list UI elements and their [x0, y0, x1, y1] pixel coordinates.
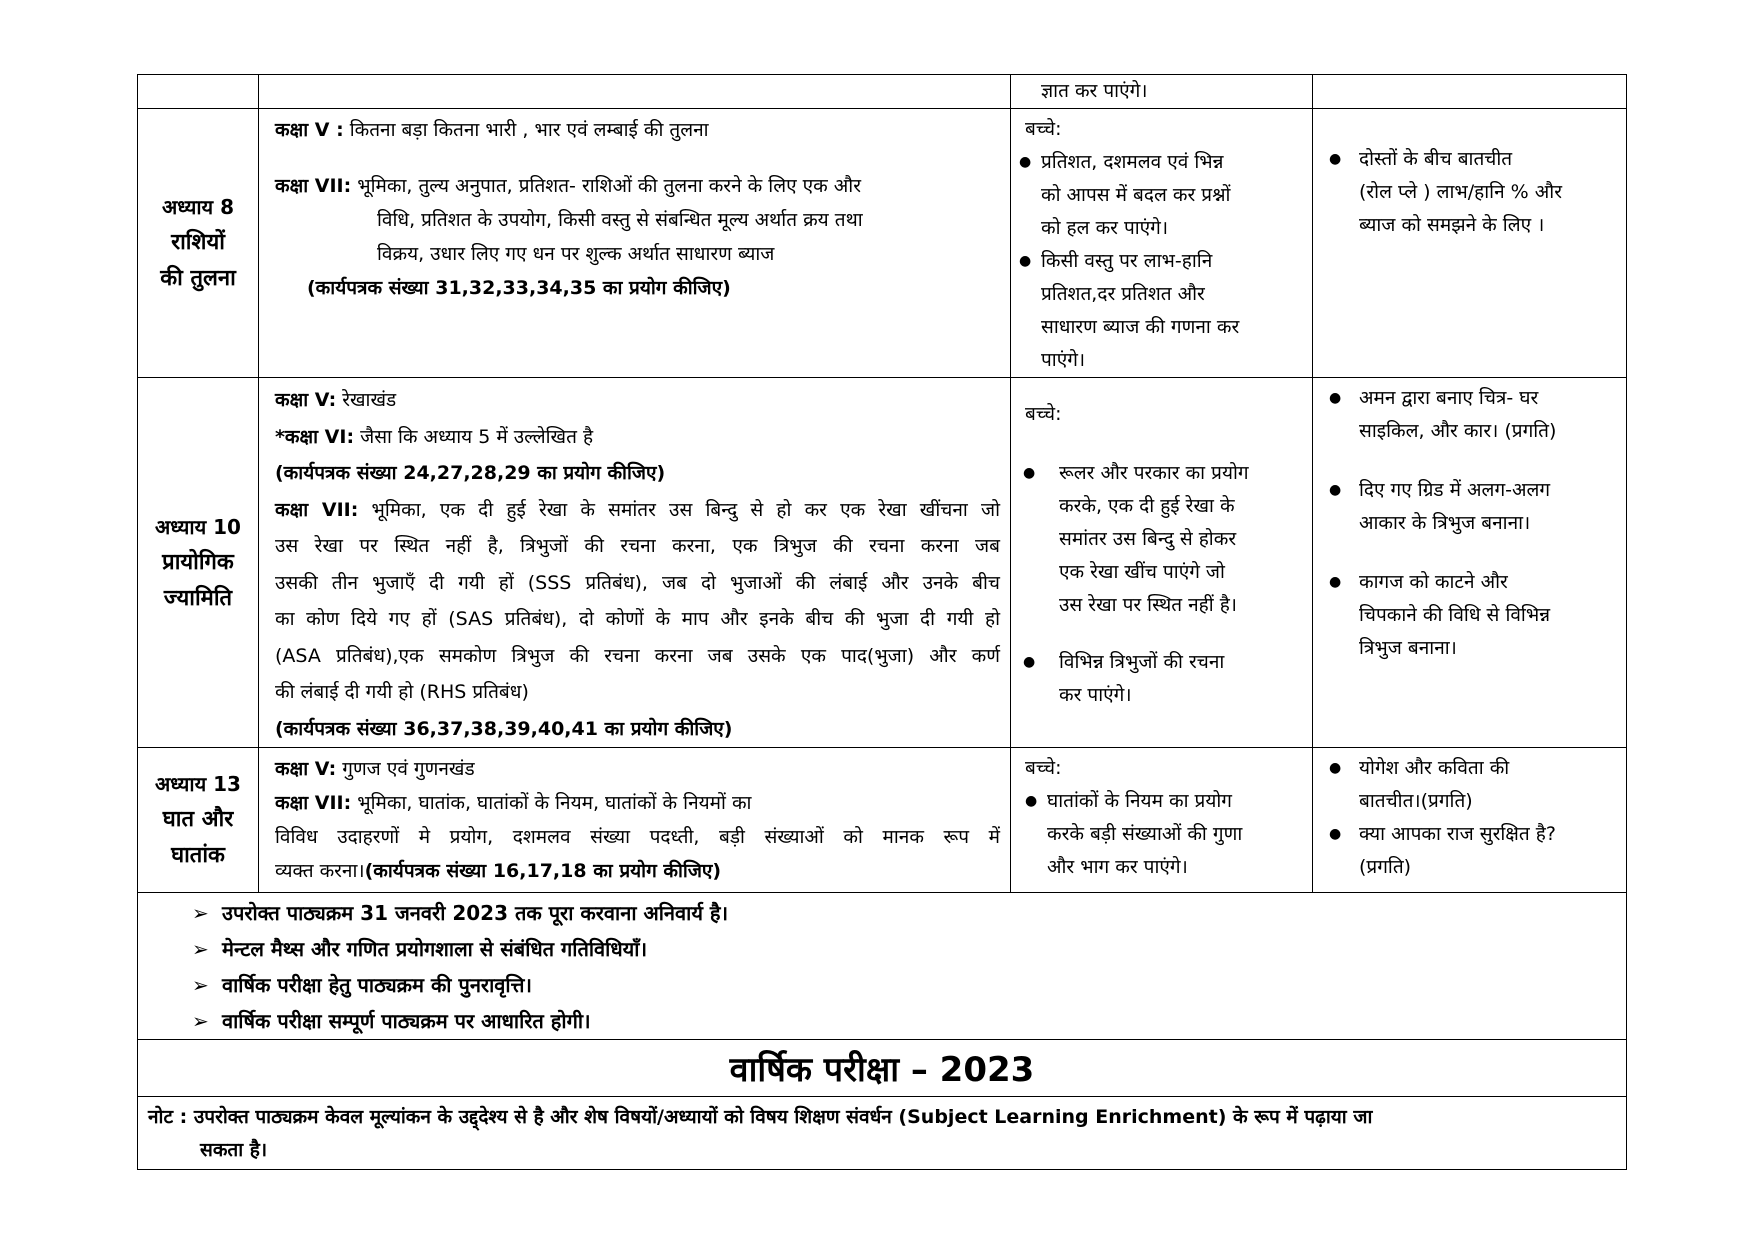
list-item: ● प्रतिशत, दशमलव एवं भिन्न को आपस में बदल कर प्रश्नों को हल कर पाएंगे।	[1019, 146, 1304, 245]
content-cell-13: कक्षा V: गुणज एवं गुणनखंड कक्षा VII: भूमिका, घातांक, घातांकों के नियम, घातांकों के नियमों का विविध उदाहरणों मे प्रयोग, दशमलव संख्या पदध्ती, बड़ी संख्याओं को मानक रूप में व्यक्त करना।(कार्यपत्रक संख्या 16,17,18 का प्रयोग कीजिए)	[259, 748, 1011, 893]
list-item: ● दोस्तों के बीच बातचीत (रोल प्ले ) लाभ/हानि % और ब्याज को समझने के लिए ।	[1321, 143, 1618, 242]
chapter-title-13: अध्याय 13 घात और घातांक	[138, 748, 259, 893]
table-row-exam	[138, 1040, 1627, 1097]
outcome-cell-10: बच्चे: ● रूलर और परकार का प्रयोग करके, एक दी हुई रेखा के समांतर उस बिन्दु से होकर एक रेखा खींच पाएंगे जो उस रेखा पर स्थित नहीं है। ● विभिन्न त्रिभुजों की रचना कर पाएंगे।	[1011, 378, 1313, 748]
outcome-list	[1019, 457, 1304, 712]
arrow-icon: ➢	[192, 901, 209, 925]
note-item: ➢ वार्षिक परीक्षा हेतु पाठ्यक्रम की पुनरावृत्ति।	[192, 967, 1626, 1003]
class-7-line: कक्षा VII: भूमिका, तुल्य अनुपात, प्रतिशत- राशिओं की तुलना करने के लिए एक और	[275, 175, 861, 197]
exam-title: वार्षिक परीक्षा – 2023	[138, 1040, 1627, 1097]
table-row-chapter-8	[138, 109, 1627, 378]
content-cell-8: कक्षा V : कितना बड़ा कितना भारी , भार एवं लम्बाई की तुलना कक्षा VII: भूमिका, तुल्य अनुपात, प्रतिशत- राशिओं की तुलना करने के लिए एक और विधि, प्रतिशत के उपयोग, किसी वस्तु से संबन्धित मूल्य अर्थात क्रय तथा विक्रय, उधार लिए गए धन पर शुल्क अर्थात साधारण ब्याज (कार्यपत्रक संख्या 31,32,33,34,35 का प्रयोग कीजिए)	[259, 109, 1011, 378]
worksheet-ref: (कार्यपत्रक संख्या 24,27,28,29 का प्रयोग कीजिए)	[275, 462, 666, 484]
class-6-line: *कक्षा VI: जैसा कि अध्याय 5 में उल्लेखित है	[275, 425, 594, 448]
worksheet-ref: (कार्यपत्रक संख्या 36,37,38,39,40,41 का प्रयोग कीजिए)	[275, 717, 733, 740]
table-row-carryover	[138, 75, 1627, 109]
outcome-cell-8: बच्चे: ● प्रतिशत, दशमलव एवं भिन्न को आपस में बदल कर प्रश्नों को हल कर पाएंगे। ● किसी वस्तु पर लाभ-हानि प्रतिशत,दर प्रतिशत और साधारण ब्याज की गणना कर पाएंगे।	[1011, 109, 1313, 378]
table-row-chapter-10	[138, 378, 1627, 748]
arrow-icon: ➢	[192, 937, 209, 961]
list-item: ● अमन द्वारा बनाए चित्र- घर साइकिल, और कार। (प्रगति)	[1321, 382, 1618, 448]
notes-cell	[138, 893, 1627, 1040]
activity-list	[1321, 382, 1618, 665]
chapter-cell	[138, 75, 259, 109]
class-5-line: कक्षा V: गुणज एवं गुणनखंड	[275, 758, 475, 780]
outcome-tail: ज्ञात कर पाएंगे।	[1041, 80, 1148, 102]
outcome-cell-13: बच्चे: ● घातांकों के नियम का प्रयोग करके बड़ी संख्याओं की गुणा और भाग कर पाएंगे।	[1011, 748, 1313, 893]
table-row-notes	[138, 893, 1627, 1040]
note-item: ➢ वार्षिक परीक्षा सम्पूर्ण पाठ्यक्रम पर आधारित होगी।	[192, 1003, 1626, 1039]
arrow-icon: ➢	[192, 973, 209, 997]
activity-cell-10	[1313, 378, 1627, 748]
activity-cell	[1313, 75, 1627, 109]
table-row-chapter-13	[138, 748, 1627, 893]
list-item: ● कागज को काटने और चिपकाने की विधि से विभिन्न त्रिभुज बनाना।	[1321, 566, 1618, 665]
list-item: ● क्या आपका राज सुरक्षित है? (प्रगति)	[1321, 818, 1618, 884]
content-cell	[259, 75, 1011, 109]
list-item: ● रूलर और परकार का प्रयोग करके, एक दी हुई रेखा के समांतर उस बिन्दु से होकर एक रेखा खींच पाएंगे जो उस रेखा पर स्थित नहीं है।	[1019, 457, 1304, 622]
footnote-cell: नोट : उपरोक्त पाठ्यक्रम केवल मूल्यांकन के उद्द्देश्य से है और शेष विषयों/अध्यायों को विषय शिक्षण संवर्धन (Subject Learning Enrichment) के रूप में पढ़ाया जा सकता है।	[138, 1097, 1627, 1170]
class-5-line: कक्षा V : कितना बड़ा कितना भारी , भार एवं लम्बाई की तुलना	[275, 119, 709, 141]
class-7-line: कक्षा VII: भूमिका, घातांक, घातांकों के नियम, घातांकों के नियमों का	[275, 792, 752, 814]
note-item: ➢ उपरोक्त पाठ्यक्रम 31 जनवरी 2023 तक पूरा करवाना अनिवार्य है।	[192, 895, 1626, 931]
list-item: ● घातांकों के नियम का प्रयोग करके बड़ी संख्याओं की गुणा और भाग कर पाएंगे।	[1025, 785, 1304, 884]
table-row-footnote	[138, 1097, 1627, 1170]
chapter-title-10: अध्याय 10 प्रायोगिक ज्यामिति	[138, 378, 259, 748]
list-item: ● दिए गए ग्रिड में अलग-अलग आकार के त्रिभुज बनाना।	[1321, 474, 1618, 540]
activity-list	[1321, 143, 1618, 242]
arrow-icon: ➢	[192, 1009, 209, 1033]
outcome-cell	[1011, 75, 1313, 109]
note-item: ➢ मेन्टल मैथ्स और गणित प्रयोगशाला से संबंधित गतिविधियाँ।	[192, 931, 1626, 967]
activity-list	[1321, 752, 1618, 884]
worksheet-ref: (कार्यपत्रक संख्या 16,17,18 का प्रयोग कीजिए)	[364, 860, 722, 882]
class-5-line: कक्षा V: रेखाखंड	[275, 389, 397, 411]
activity-cell-13	[1313, 748, 1627, 893]
list-item: ● योगेश और कविता की बातचीत।(प्रगति)	[1321, 752, 1618, 818]
chapter-title-8: अध्याय 8 राशियों की तुलना	[138, 109, 259, 378]
syllabus-table	[137, 74, 1627, 1170]
list-item: ● विभिन्न त्रिभुजों की रचना कर पाएंगे।	[1019, 646, 1304, 712]
class-7-line: कक्षा VII: भूमिका, एक दी हुई रेखा के समांतर उस बिन्दु से हो कर एक रेखा खींचना जो	[275, 498, 1000, 521]
outcome-list	[1019, 146, 1304, 377]
activity-cell-8	[1313, 109, 1627, 378]
list-item: ● किसी वस्तु पर लाभ-हानि प्रतिशत,दर प्रतिशत और साधारण ब्याज की गणना कर पाएंगे।	[1019, 245, 1304, 377]
content-cell-10: कक्षा V: रेखाखंड *कक्षा VI: जैसा कि अध्याय 5 में उल्लेखित है (कार्यपत्रक संख्या 24,27,28,29 का प्रयोग कीजिए) कक्षा VII: भूमिका, एक दी हुई रेखा के समांतर उस बिन्दु से हो कर एक रेखा खींचना जो उस रेखा पर स्थित नहीं है, त्रिभुजों की रचना करना, एक त्रिभुज की रचना करना जब उसकी तीन भुजाएँ दी गयी हों (SSS प्रतिबंध), जब दो भुजाओं की लंबाई और उनके बीच का कोण दिये गए हों (SAS प्रतिबंध), दो कोणों के माप और इनके बीच की भुजा दी गयी हो (ASA प्रतिबंध),एक समकोण त्रिभुज की रचना करना जब उसके एक पाद(भुजा) और कर्ण की लंबाई दी गयी हो (RHS प्रतिबंध) (कार्यपत्रक संख्या 36,37,38,39,40,41 का प्रयोग कीजिए)	[259, 378, 1011, 748]
outcome-list	[1019, 785, 1304, 884]
worksheet-ref: (कार्यपत्रक संख्या 31,32,33,34,35 का प्रयोग कीजिए)	[307, 277, 731, 299]
